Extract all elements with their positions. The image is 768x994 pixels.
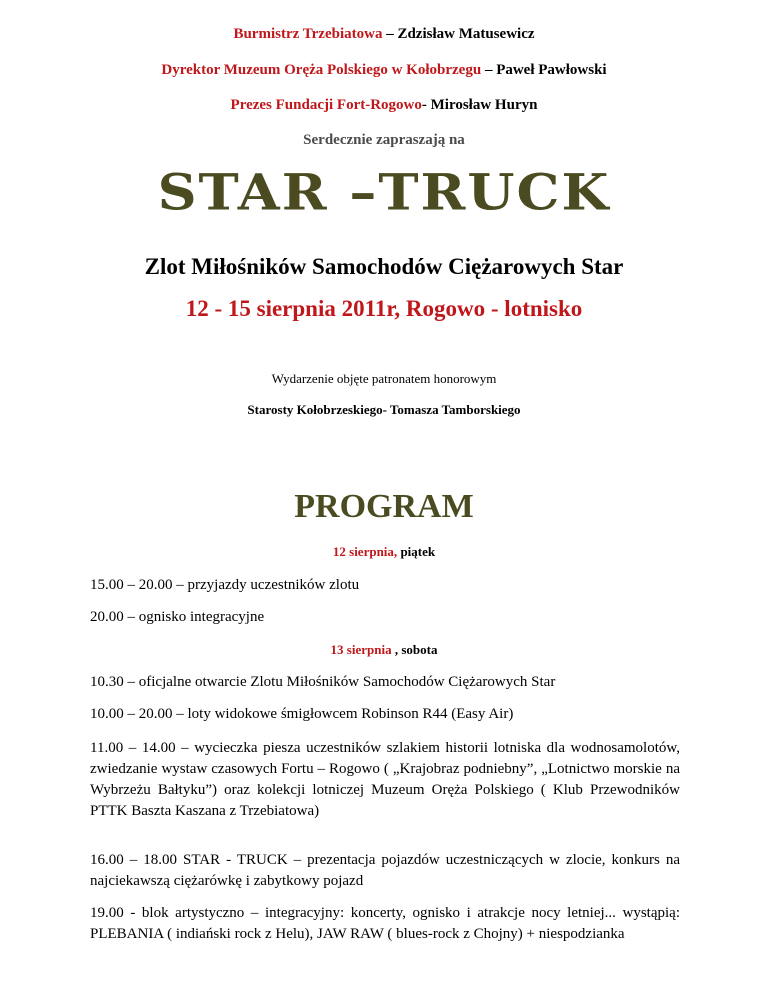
program-item: 10.00 – 20.00 – loty widokowe śmigłowcem Robinson R44 (Easy Air): [90, 706, 514, 722]
program-item: 11.00 – 14.00 – wycieczka piesza uczestników szlakiem historii lotniska dla wodnosamolotów, zwiedzanie wystaw czasowych Fortu – Rogowo ( „Krajobraz podniebny”, „Lotnictwo morskie na Wybrzeżu Bałtyku”) oraz kolekcji lotniczej Muzeum Oręża Polskiego ( Klub Przewodników PTTK Baszta Kaszana z Trzebiatowa): [90, 740, 680, 819]
president-title: Prezes Fundacji Fort-Rogowo: [230, 97, 422, 113]
director-title: Dyrektor Muzeum Oręża Polskiego w Kołobrzegu: [161, 62, 482, 78]
program-item: 16.00 – 18.00 STAR - TRUCK – prezentacja pojazdów uczestniczących w zlocie, konkurs na najciekawszą ciężarówkę i zabytkowy pojazd: [90, 852, 680, 889]
day2-heading: [0, 642, 768, 658]
day1-weekday: piątek: [397, 544, 436, 559]
director-name: – Paweł Pawłowski: [481, 62, 607, 78]
event-dates: 12 - 15 sierpnia 2011r, Rogowo - lotnisko: [185, 296, 583, 321]
day2-date: 13 sierpnia: [330, 642, 392, 657]
header-line-president: [0, 97, 768, 114]
day1-date: 12 sierpnia,: [332, 544, 398, 559]
invite-text: Serdecznie zapraszają na: [303, 132, 465, 148]
mayor-name: – Zdzisław Matusewicz: [382, 26, 535, 42]
patronage-line2: Starosty Kołobrzeskiego- Tomasza Tamborskiego: [247, 402, 521, 417]
program-item: 15.00 – 20.00 – przyjazdy uczestników zlotu: [90, 577, 360, 593]
program-heading: PROGRAM: [294, 488, 474, 525]
president-name: - Mirosław Huryn: [421, 97, 538, 113]
event-subtitle: Zlot Miłośników Samochodów Ciężarowych Star: [144, 254, 624, 279]
program-item: 10.30 – oficjalne otwarcie Zlotu Miłośników Samochodów Ciężarowych Star: [90, 674, 556, 690]
header-line-mayor: [0, 26, 768, 43]
mayor-title: Burmistrz Trzebiatowa: [233, 26, 383, 42]
patronage-line1: Wydarzenie objęte patronatem honorowym: [271, 371, 497, 386]
header-line-director: [0, 62, 768, 79]
program-item: 20.00 – ognisko integracyjne: [90, 609, 265, 625]
program-item: 19.00 - blok artystyczno – integracyjny: koncerty, ognisko i atrakcje nocy letniej... wystąpią: PLEBANIA ( indiański rock z Helu), JAW RAW ( blues-rock z Chojny) + niespodzianka: [90, 905, 680, 942]
day2-weekday: , sobota: [391, 642, 438, 657]
day1-heading: [0, 544, 768, 560]
event-title: STAR –TRUCK: [157, 162, 611, 222]
